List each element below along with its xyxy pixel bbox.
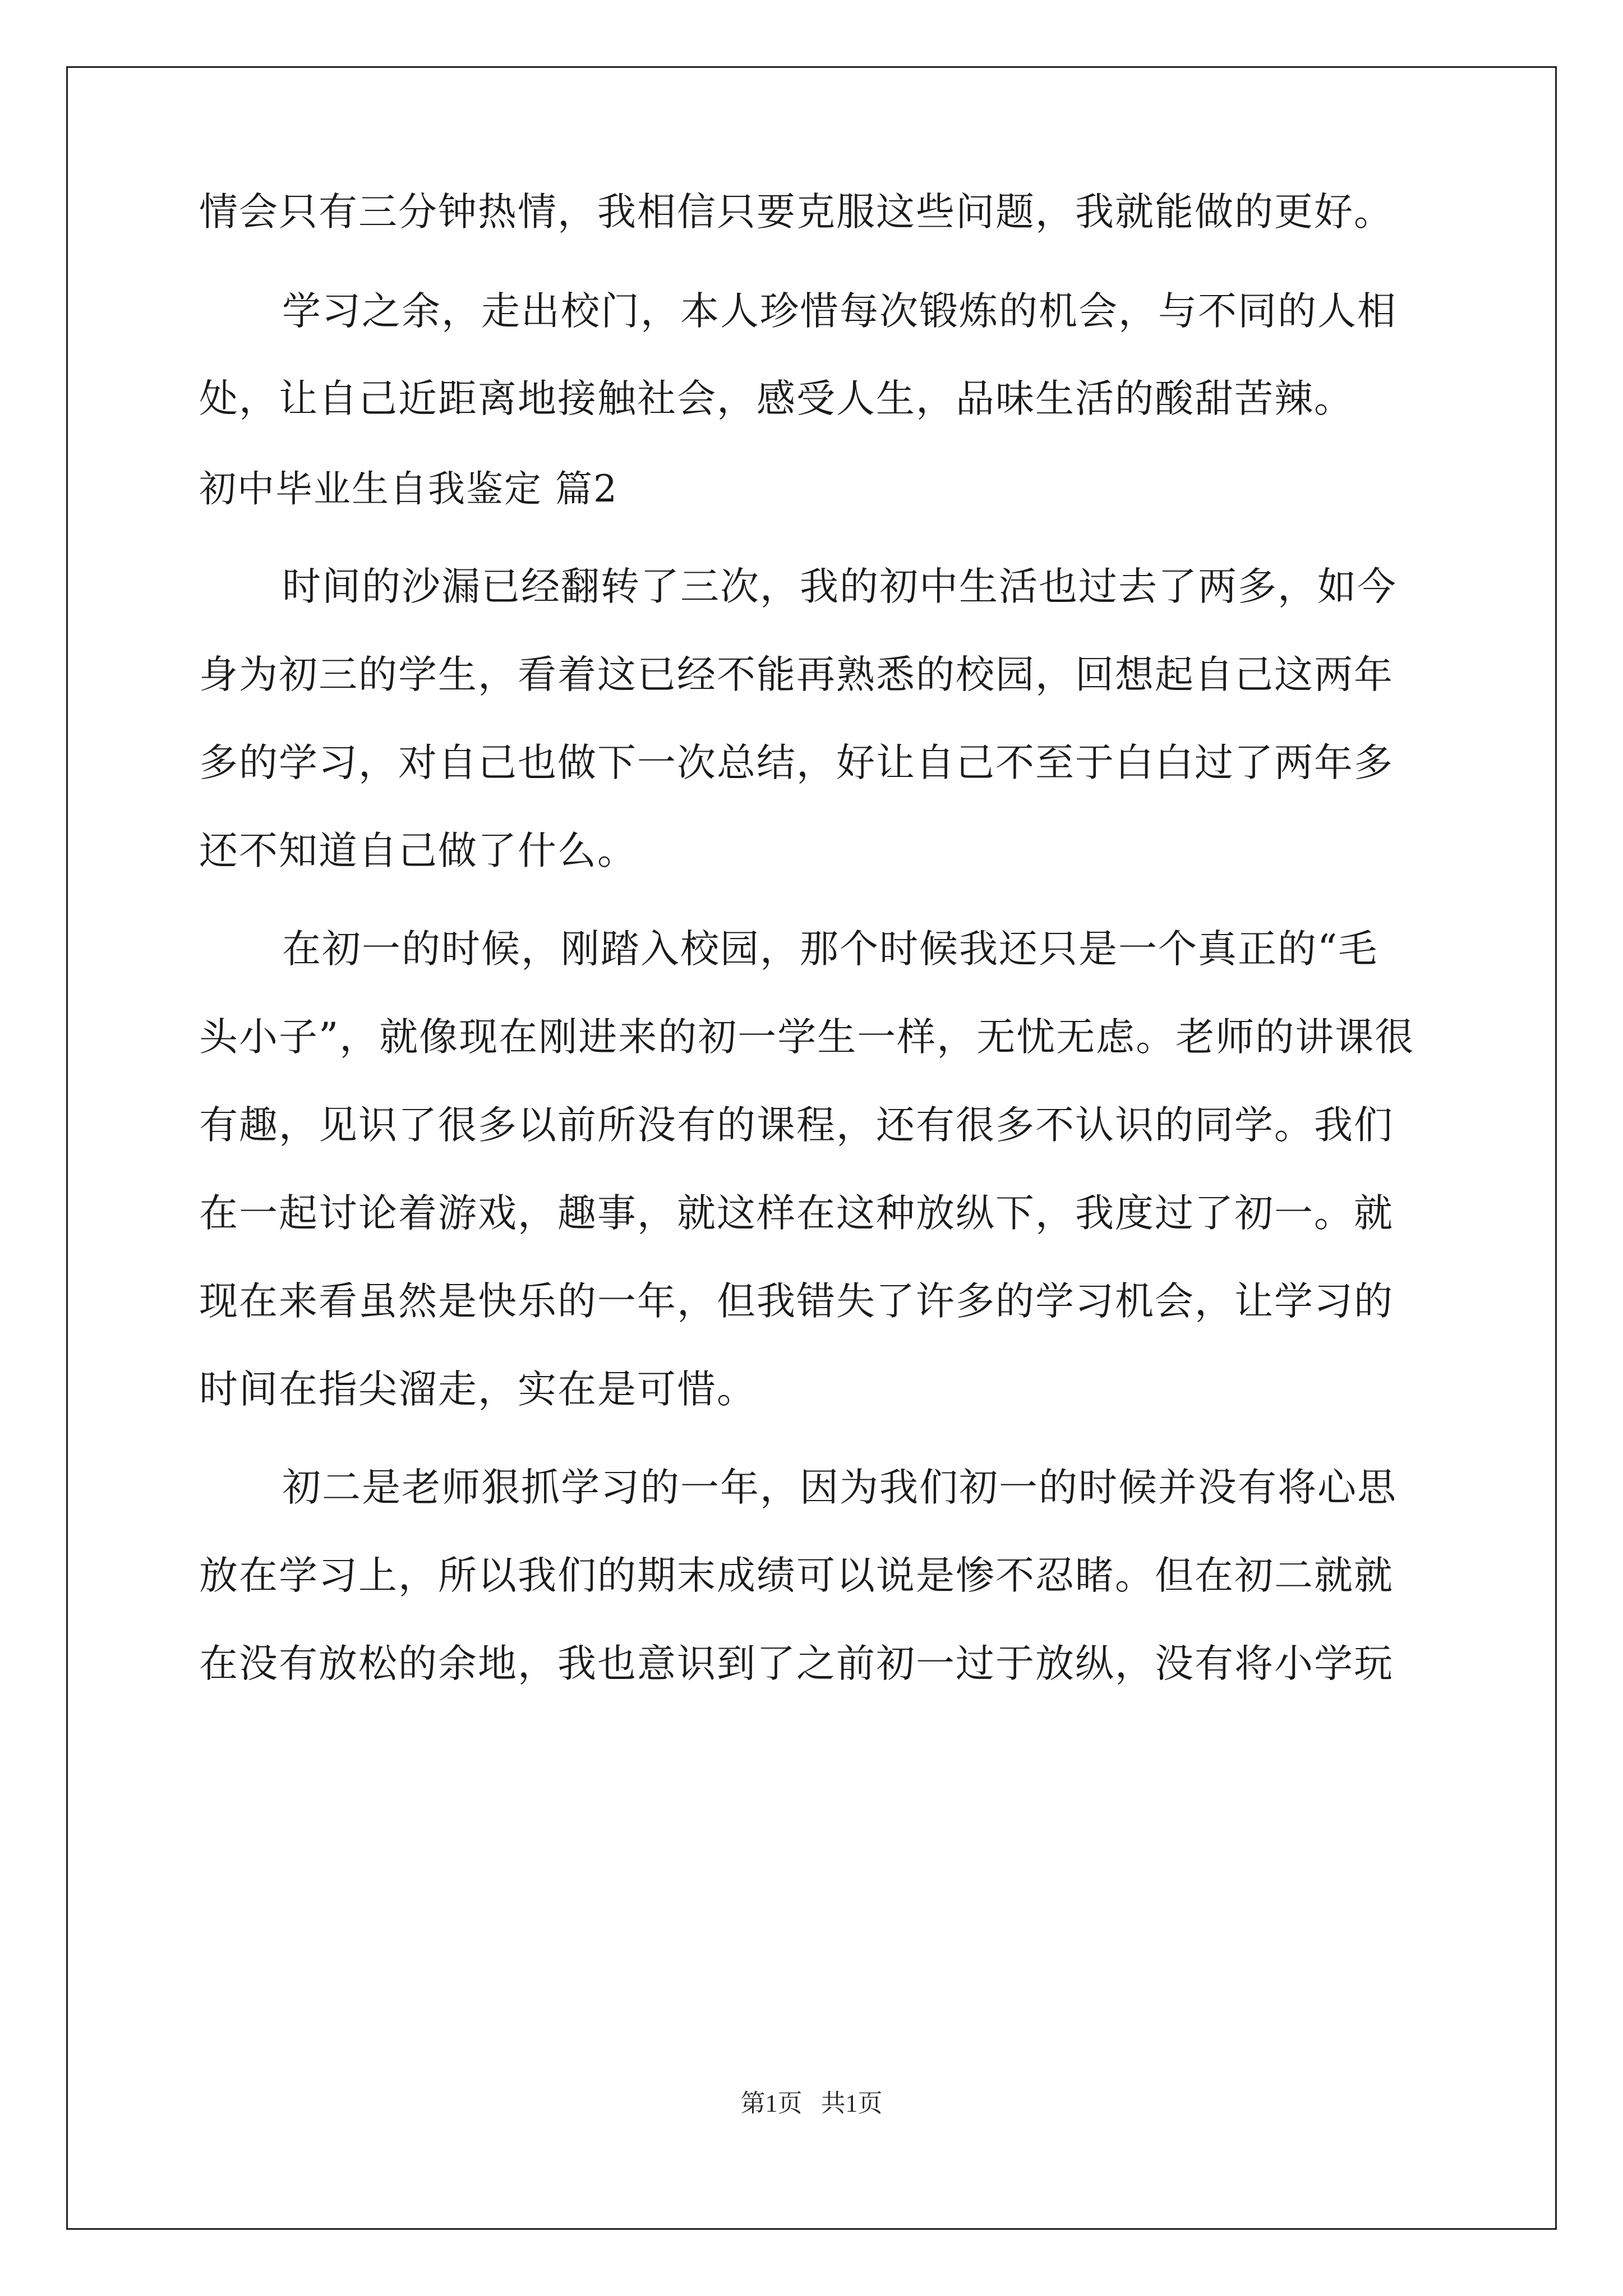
section-heading: 初中毕业生自我鉴定 篇2 <box>199 467 618 510</box>
paragraph-first-line: 初二是老师狠抓学习的一年，因为我们初一的时候并没有将心思 <box>282 1465 1397 1510</box>
text-line: 有趣，见识了很多以前所没有的课程，还有很多不认识的同学。我们 <box>199 1103 1394 1148</box>
page-number-footer: 第1页 共1页 <box>740 2090 883 2117</box>
text-line: 情会只有三分钟热情，我相信只要克服这些问题，我就能做的更好。 <box>199 190 1394 234</box>
text-line: 在没有放松的余地，我也意识到了之前初一过于放纵，没有将小学玩 <box>199 1641 1394 1686</box>
paragraph-first-line: 在初一的时候，刚踏入校园，那个时候我还只是一个真正的“毛 <box>282 927 1378 972</box>
text-line: 时间在指尖溜走，实在是可惜。 <box>199 1367 757 1412</box>
text-line: 现在来看虽然是快乐的一年，但我错失了许多的学习机会，让学习的 <box>199 1279 1394 1324</box>
paragraph-first-line: 时间的沙漏已经翻转了三次，我的初中生活也过去了两多，如今 <box>282 564 1397 609</box>
text-line: 身为初三的学生，看着这已经不能再熟悉的校园，回想起自己这两年 <box>199 652 1394 697</box>
text-line: 头小子”，就像现在刚进来的初一学生一样，无忧无虑。老师的讲课很 <box>199 1015 1415 1060</box>
text-line: 处，让自己近距离地接触社会，感受人生，品味生活的酸甜苦辣。 <box>199 376 1354 421</box>
text-line: 放在学习上，所以我们的期末成绩可以说是惨不忍睹。但在初二就就 <box>199 1553 1394 1598</box>
paragraph-first-line: 学习之余，走出校门，本人珍惜每次锻炼的机会，与不同的人相 <box>282 289 1397 334</box>
text-line: 在一起讨论着游戏，趣事，就这样在这种放纵下，我度过了初一。就 <box>199 1191 1394 1236</box>
text-line: 多的学习，对自己也做下一次总结，好让自己不至于白白过了两年多 <box>199 740 1394 785</box>
text-line: 还不知道自己做了什么。 <box>199 829 637 873</box>
